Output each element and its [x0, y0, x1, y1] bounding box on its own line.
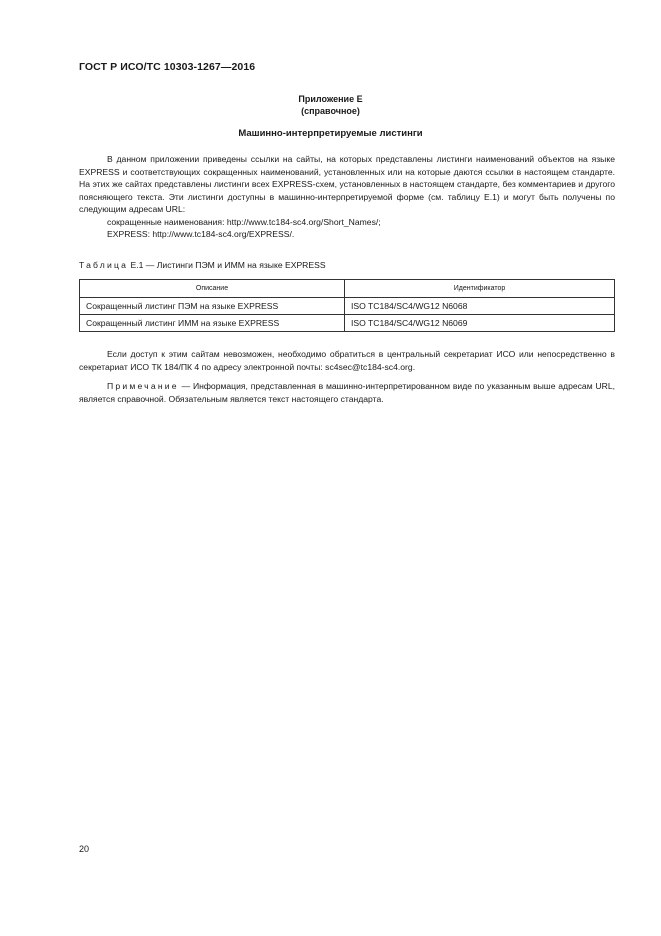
annex-title: Приложение Е	[298, 94, 363, 104]
express-url-line: EXPRESS: http://www.tc184-sc4.org/EXPRESS/.	[107, 229, 295, 239]
short-names-url-line: сокращенные наименования: http://www.tc184-sc4.org/Short_Names/;	[107, 216, 381, 227]
note-label: Примечание	[107, 381, 179, 391]
page-number: 20	[79, 844, 90, 854]
table-caption-text: Е.1 — Листинги ПЭМ и ИММ на языке EXPRESS	[128, 260, 326, 270]
note-block	[79, 380, 615, 405]
intro-paragraph: В данном приложении приведены ссылки на сайты, на которых представлены листинги наименований объектов на языке EXPRESS и соответствующих сокращенных наименований, установленных или на которые даются ссылки в настоящем стандарте. На этих же сайтах представлены листинги всех EXPRESS-схем, установленных в настоящем стандарте, без комментариев и другого поясняющего текста. Эти листинги доступны в машинно-интерпретируемой форме (см. таблицу Е.1) и могут быть получены по следующим адресам URL:	[79, 154, 615, 214]
listings-table	[79, 279, 615, 332]
section-heading: Машинно-интерпретируемые листинги	[238, 128, 423, 139]
contact-paragraph: Если доступ к этим сайтам невозможен, необходимо обратиться в центральный секретариат ИСО или непосредственно в секретариат ИСО ТК 184/ПК 4 по адресу электронной почты: sc4sec@tc184-sc4.org.	[79, 349, 615, 372]
table-cell-description: Сокращенный листинг ИММ на языке EXPRESS	[80, 315, 345, 332]
table-row	[80, 298, 615, 315]
table-header-row	[80, 280, 615, 298]
table-cell-identifier: ISO TC184/SC4/WG12 N6068	[345, 298, 615, 315]
annex-subtitle: (справочное)	[301, 106, 360, 116]
table-caption-label: Таблица	[79, 260, 129, 270]
note-paragraph	[79, 380, 615, 405]
document-header: ГОСТ Р ИСО/ТС 10303-1267—2016	[79, 61, 256, 73]
intro-text	[79, 153, 615, 241]
table-cell-description: Сокращенный листинг ПЭМ на языке EXPRESS	[80, 298, 345, 315]
table-row	[80, 315, 615, 332]
table-header-identifier: Идентификатор	[345, 280, 615, 298]
note-text: — Информация, представленная в машинно-интерпретированном виде по указанным выше адресам URL, является справочной. Обязательным является текст настоящего стандарта.	[79, 381, 615, 404]
table-cell-identifier: ISO TC184/SC4/WG12 N6069	[345, 315, 615, 332]
annex-title-block	[0, 93, 661, 117]
table-header-description: Описание	[80, 280, 345, 298]
contact-text	[79, 348, 615, 373]
table-caption	[79, 260, 326, 270]
